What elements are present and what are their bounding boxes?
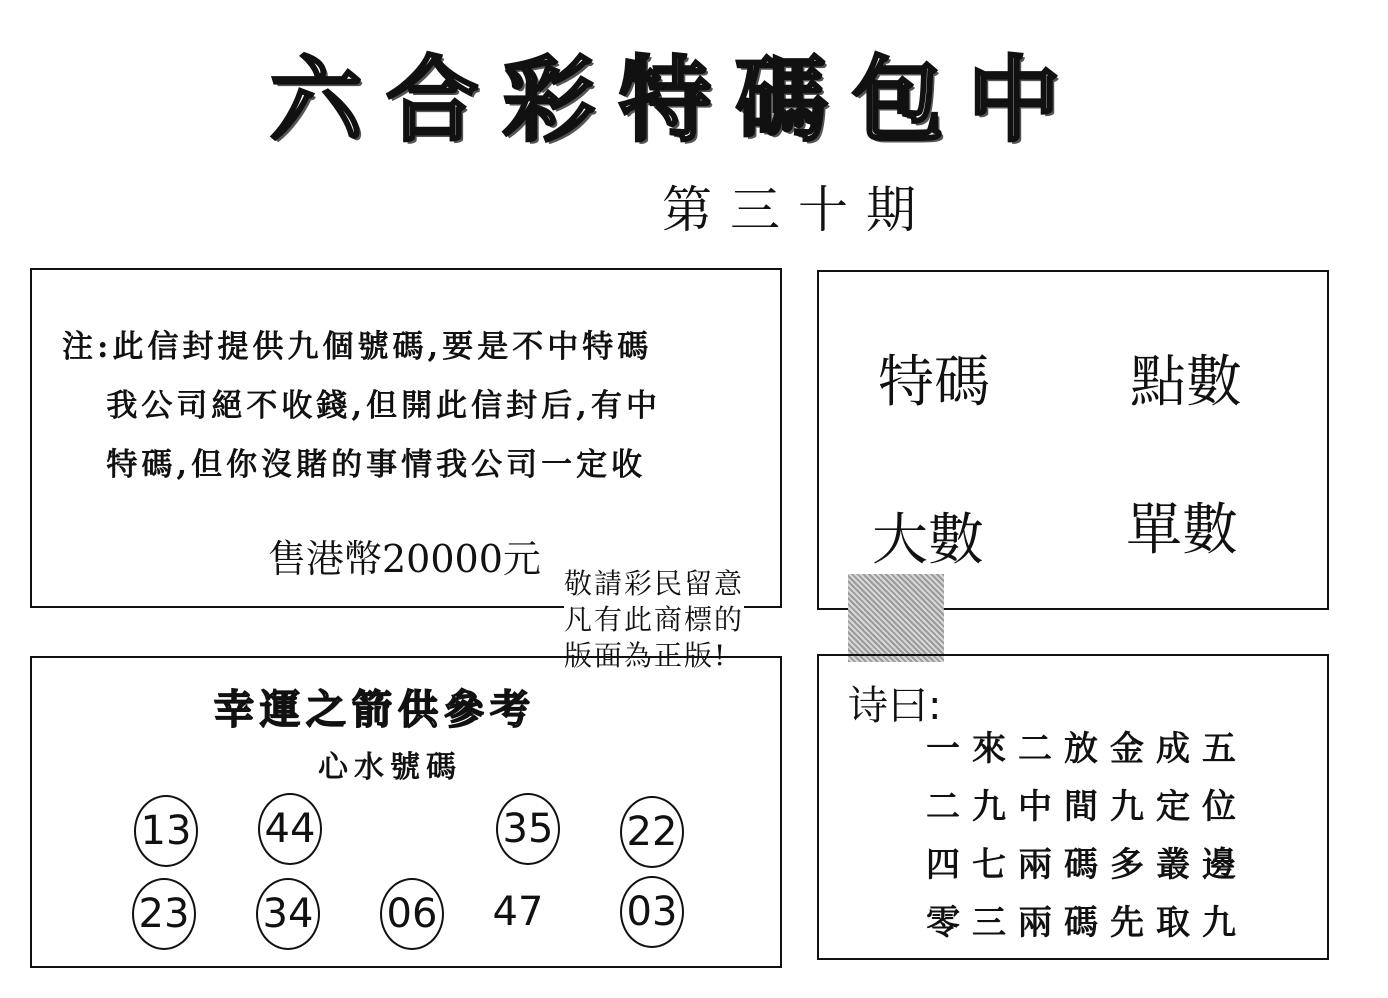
- title-char: 合: [386, 46, 479, 154]
- poem-line: 零三兩碼先取九: [926, 903, 1248, 943]
- number-ball: 22: [620, 796, 684, 868]
- price-text: 售港幣20000元: [268, 537, 541, 581]
- number-ball: 03: [620, 876, 684, 948]
- title-char: 包: [851, 46, 944, 154]
- note-line: 注:此信封提供九個號碼,要是不中特碼: [62, 329, 653, 365]
- special-item-danshu: 單數: [1126, 498, 1238, 563]
- title-char: 特: [618, 46, 711, 154]
- number-ball: 23: [132, 878, 196, 950]
- note-line: 特碼,但你沒賭的事情我公司一定收: [62, 447, 647, 483]
- note-text: [62, 318, 661, 495]
- notice-line: 版面為正版!: [564, 639, 728, 672]
- poem-label: 诗曰:: [848, 683, 942, 729]
- number-ball: 13: [134, 795, 198, 867]
- title-char: 彩: [502, 46, 595, 154]
- title-char: 六: [270, 46, 363, 154]
- number-ball: 44: [258, 793, 322, 865]
- lucky-subtitle: 心水號碼: [318, 750, 462, 785]
- number-ball: 06: [380, 878, 444, 950]
- special-item-tema: 特碼: [878, 350, 990, 415]
- note-line: 我公司絕不收錢,但開此信封后,有中: [62, 388, 661, 424]
- poem-text: [926, 720, 1248, 952]
- special-item-dashu: 大數: [872, 508, 984, 573]
- lucky-title: 幸運之箭供參考: [214, 686, 536, 733]
- poem-line: 二九中間九定位: [926, 787, 1248, 827]
- trademark-logo: [848, 574, 944, 662]
- number-ball: 35: [496, 793, 560, 865]
- title-char: 碼: [735, 46, 828, 154]
- notice-line: 凡有此商標的: [564, 603, 745, 636]
- page-title: [270, 46, 1060, 154]
- special-item-dianshu: 點數: [1130, 350, 1242, 415]
- notice-line: 敬請彩民留意: [564, 567, 745, 600]
- poem-line: 四七兩碼多叢邊: [926, 845, 1248, 885]
- issue-number: 第三十期: [662, 181, 934, 239]
- number-ball: 47: [492, 889, 544, 935]
- number-ball: 34: [256, 878, 320, 950]
- poem-line: 一來二放金成五: [926, 729, 1248, 769]
- title-char: 中: [967, 46, 1060, 154]
